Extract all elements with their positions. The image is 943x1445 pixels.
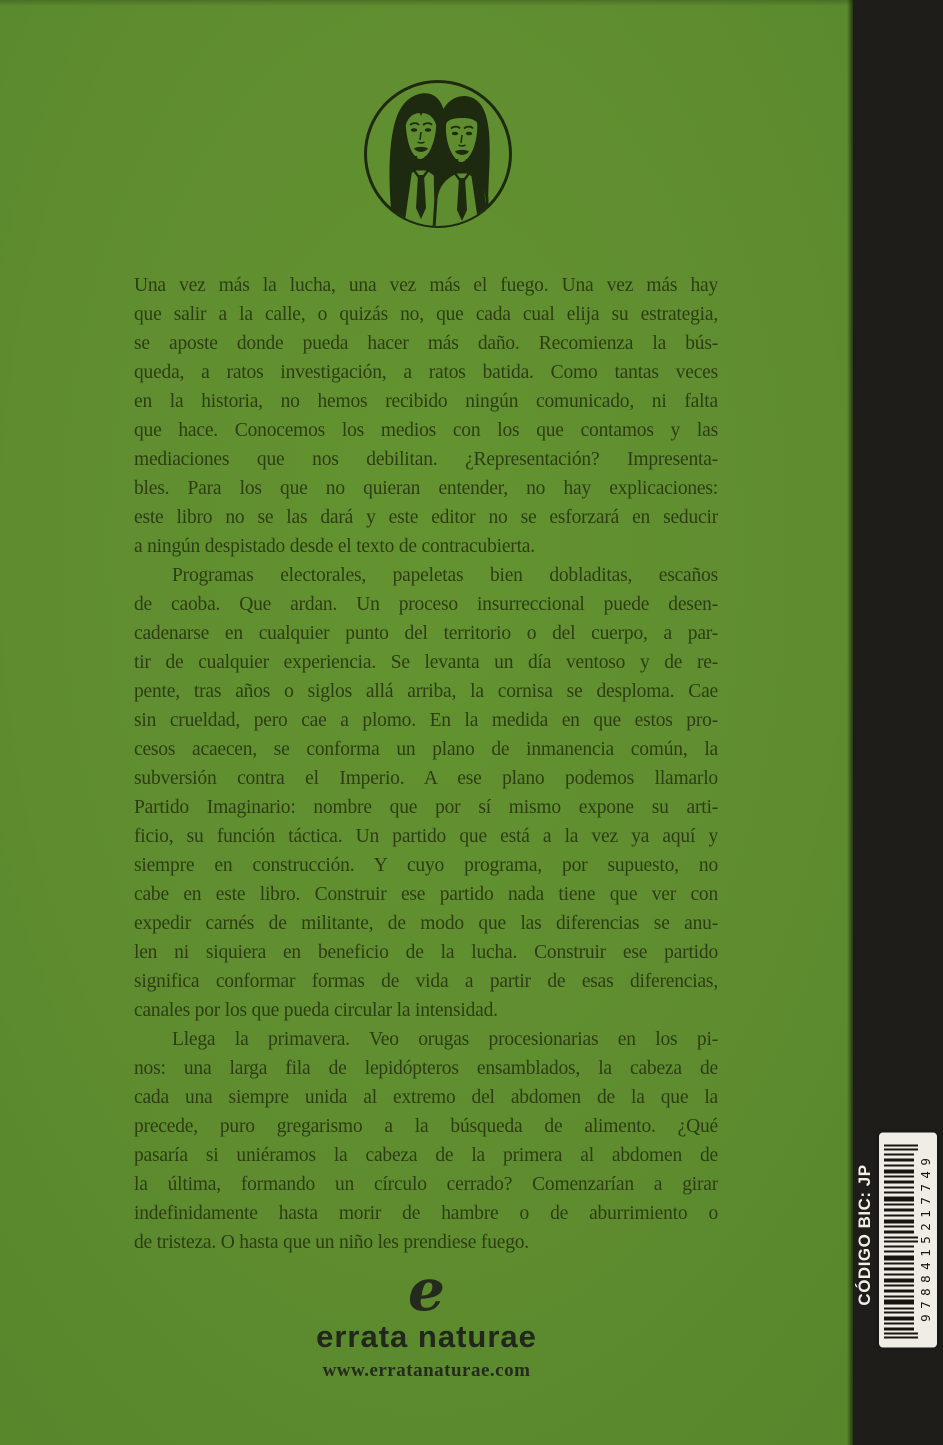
text-line: ficio, su función táctica. Un partido que está a la vez ya aquí y bbox=[134, 826, 718, 847]
right-woman bbox=[434, 96, 490, 228]
text-line: Una vez más la lucha, una vez más el fuego. Una vez más hay bbox=[134, 275, 718, 296]
text-line: pasaría si uniéramos la cabeza de la primera al abdomen de bbox=[134, 1145, 718, 1166]
text-line: nos: una larga fila de lepidópteros ensamblados, la cabeza de bbox=[134, 1058, 718, 1079]
paragraph bbox=[134, 561, 718, 1025]
text-line: significa conformar formas de vida a partir de esas diferencias, bbox=[134, 971, 718, 992]
publisher-website: www.erratanaturae.com bbox=[322, 1360, 531, 1381]
text-line: cada una siempre unida al extremo del abdomen de la que la bbox=[134, 1087, 718, 1108]
text-line: Partido Imaginario: nombre que por sí mismo expone su arti- bbox=[134, 797, 718, 818]
text-line: Programas electorales, papeletas bien dobladitas, escaños bbox=[172, 565, 718, 586]
text-line: Llega la primavera. Veo orugas procesionarias en los pi- bbox=[172, 1029, 718, 1050]
barcode-wrap bbox=[879, 1132, 937, 1347]
paragraph bbox=[134, 1025, 718, 1257]
text-line: canales por los que pueda circular la intensidad. bbox=[134, 1000, 498, 1021]
errata-naturae-e-logo-icon: e bbox=[408, 1256, 445, 1324]
text-line: de caoba. Que ardan. Un proceso insurreccional puede desen- bbox=[134, 594, 718, 615]
back-cover-text bbox=[134, 271, 718, 1257]
text-line: este libro no se las dará y este editor no se esforzará en seducir bbox=[134, 507, 718, 528]
barcode-bars-icon bbox=[884, 1141, 918, 1339]
text-line: sin crueldad, pero cae a plomo. En la medida en que estos pro- bbox=[134, 710, 718, 731]
text-line: queda, a ratos investigación, a ratos batida. Como tantas veces bbox=[134, 362, 718, 383]
text-line: en la historia, no hemos recibido ningún comunicado, ni falta bbox=[134, 391, 718, 412]
text-line: cadenarse en cualquier punto del territorio o del cuerpo, a par- bbox=[134, 623, 718, 644]
bic-code-wrap bbox=[851, 1150, 879, 1320]
text-line: siempre en construcción. Y cuyo programa, por supuesto, no bbox=[134, 855, 718, 876]
text-line: expedir carnés de militante, de modo que las diferencias se anu- bbox=[134, 913, 718, 934]
bic-code-label: CÓDIGO BIC: JP bbox=[855, 1164, 874, 1306]
text-line: pente, tras años o siglos allá arriba, la cornisa se desploma. Cae bbox=[134, 681, 718, 702]
text-line: de tristeza. O hasta que un niño les prendiese fuego. bbox=[134, 1232, 529, 1253]
text-line: mediaciones que nos debilitan. ¿Representación? Impresenta- bbox=[134, 449, 718, 470]
text-line: tir de cualquier experiencia. Se levanta un día ventoso y de re- bbox=[134, 652, 718, 673]
text-line: que hace. Conocemos los medios con los que contamos y las bbox=[134, 420, 718, 441]
text-line: indefinidamente hasta morir de hambre o de aburrimiento o bbox=[134, 1203, 718, 1224]
twin-women-emblem-icon bbox=[360, 76, 516, 232]
text-line: que salir a la calle, o quizás no, que cada cual elija su estrategia, bbox=[134, 304, 718, 325]
barcode-label bbox=[879, 1132, 937, 1347]
text-line: a ningún despistado desde el texto de contracubierta. bbox=[134, 536, 535, 557]
text-line: len ni siquiera en beneficio de la lucha. Construir ese partido bbox=[134, 942, 718, 963]
text-line: subversión contra el Imperio. A ese plano podemos llamarlo bbox=[134, 768, 718, 789]
isbn-number: 9788415217749 bbox=[918, 1152, 933, 1322]
paragraph bbox=[134, 271, 718, 561]
publisher-name: errata naturae bbox=[316, 1319, 537, 1354]
text-line: bles. Para los que no quieran entender, no hay explicaciones: bbox=[134, 478, 718, 499]
publisher-imprint bbox=[0, 1256, 853, 1382]
text-line: la última, formando un círculo cerrado? Comenzarían a girar bbox=[134, 1174, 718, 1195]
text-line: cesos acaecen, se conforma un plano de inmanencia común, la bbox=[134, 739, 718, 760]
text-line: precede, puro gregarismo a la búsqueda de alimento. ¿Qué bbox=[134, 1116, 718, 1137]
text-line: se aposte donde pueda hacer más daño. Recomienza la bús- bbox=[134, 333, 718, 354]
text-line: cabe en este libro. Construir ese partido nada tiene que ver con bbox=[134, 884, 718, 905]
